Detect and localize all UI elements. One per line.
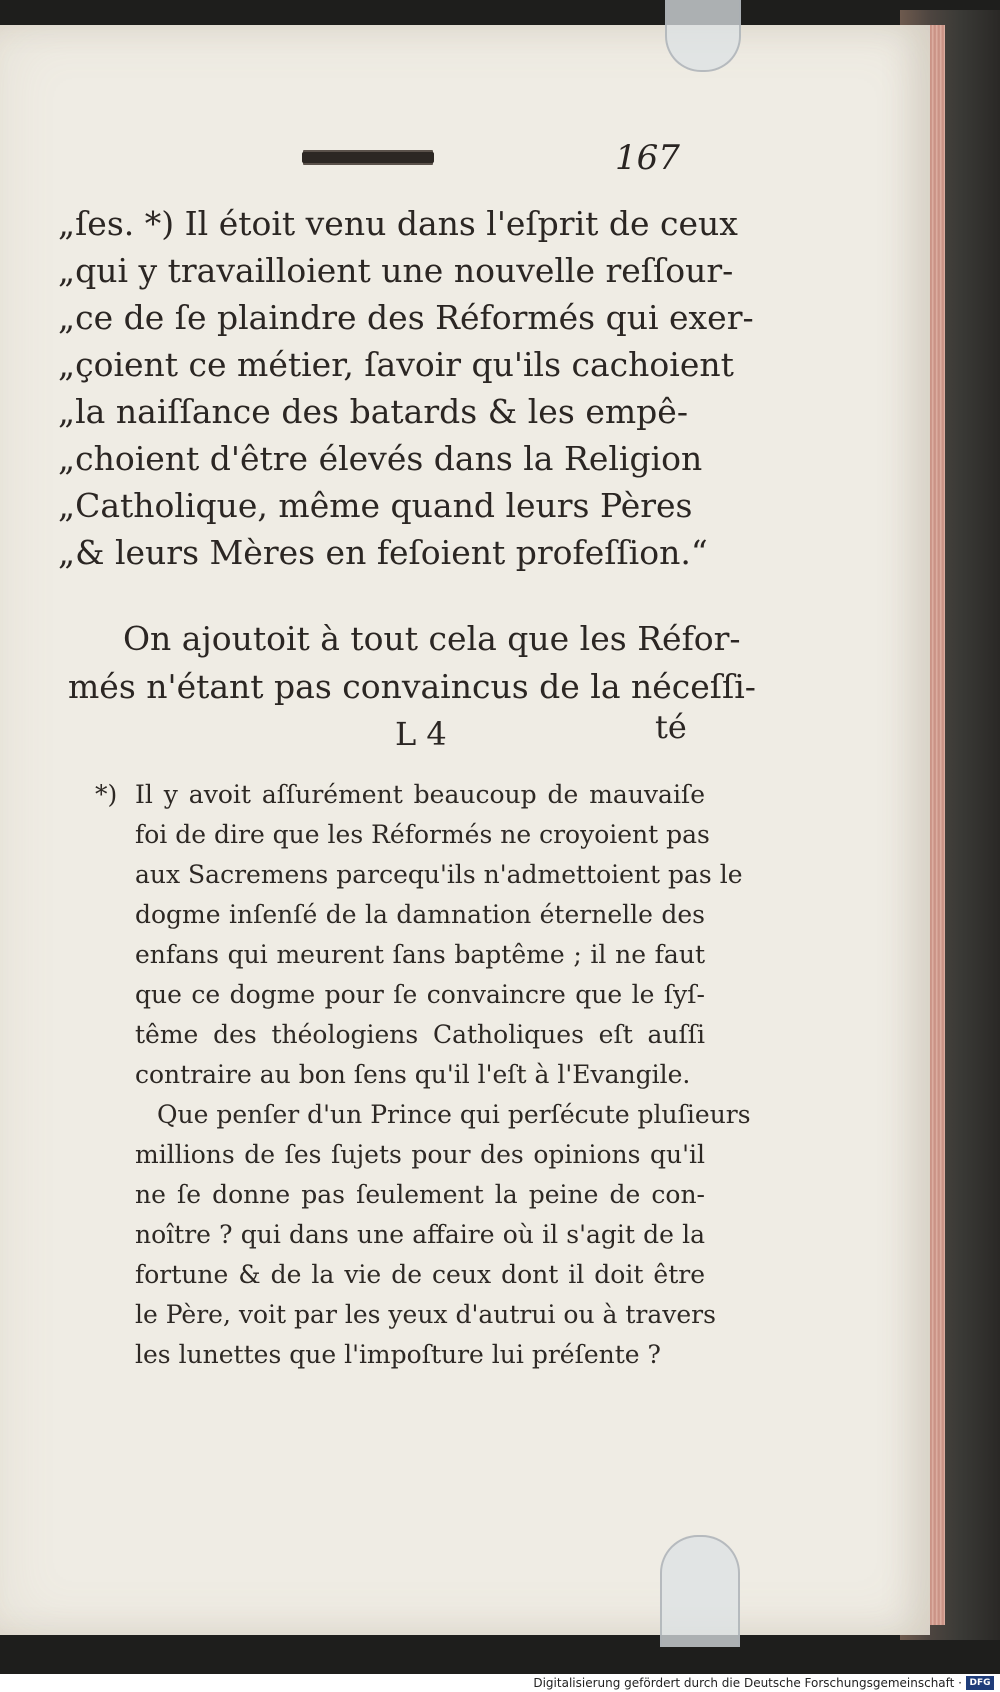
- text-line: „çoient ce métier, ſavoir qu'ils cachoient: [58, 345, 734, 384]
- footnote-line: enfans qui meurent ſans baptême ; il ne faut: [135, 940, 705, 969]
- footnote-line: millions de ſes ſujets pour des opinions qu'il: [135, 1140, 705, 1169]
- footnote-marker: *): [95, 780, 118, 809]
- page-clip-bottom: [660, 1535, 740, 1647]
- footnote-line: Que penſer d'un Prince qui perſécute pluſieurs: [157, 1100, 751, 1129]
- footnote-line: le Père, voit par les yeux d'autrui ou à travers: [135, 1300, 716, 1329]
- page-clip-top: [665, 0, 741, 72]
- body-paragraph-2: [68, 615, 756, 711]
- footnote-line: contraire au bon ſens qu'il l'eſt à l'Evangile.: [135, 1060, 691, 1089]
- body-paragraph-1: [58, 200, 754, 576]
- header-ornament-rule: [302, 152, 434, 163]
- text-line: „choient d'être élevés dans la Religion: [58, 439, 703, 478]
- footnote-line: les lunettes que l'impoſture lui préſente ?: [135, 1340, 661, 1369]
- signature-mark: L 4: [395, 715, 447, 753]
- footnote-line: fortune & de la vie de ceux dont il doit être: [135, 1260, 705, 1289]
- page-number: 167: [615, 138, 680, 178]
- text-line: „ſes. *) Il étoit venu dans l'eſprit de ceux: [58, 204, 738, 243]
- text-line: „Catholique, même quand leurs Pères: [58, 486, 693, 525]
- footnote-line: que ce dogme pour ſe convaincre que le ſyſ-: [135, 980, 705, 1009]
- text-line: més n'étant pas convaincus de la néceſſi-: [68, 667, 756, 706]
- footnote-line: noître ? qui dans une affaire où il s'agit de la: [135, 1220, 705, 1249]
- text-line: On ajoutoit à tout cela que les Réfor-: [123, 619, 741, 658]
- text-line: „la naiſſance des batards & les empê-: [58, 392, 688, 431]
- footnote-line: ne ſe donne pas ſeulement la peine de con-: [135, 1180, 705, 1209]
- text-line: „ce de ſe plaindre des Réformés qui exer-: [58, 298, 754, 337]
- footnote-line: aux Sacremens parcequ'ils n'admettoient pas le: [135, 860, 743, 889]
- text-line: „qui y travailloient une nouvelle reſſour-: [58, 251, 734, 290]
- catchword: té: [655, 708, 687, 746]
- footnote-line: dogme inſenſé de la damnation éternelle des: [135, 900, 705, 929]
- footnote-line: tême des théologiens Catholiques eſt auſſi: [135, 1020, 705, 1049]
- footnote-line: foi de dire que les Réformés ne croyoient pas: [135, 820, 710, 849]
- digitization-credit: Digitalisierung gefördert durch die Deutsche Forschungsgemeinschaft ·: [533, 1676, 962, 1690]
- footnote-line: *) Il y avoit aſſurément beaucoup de mauvaiſe: [95, 775, 705, 815]
- dfg-logo: DFG: [966, 1676, 994, 1690]
- footnote: [95, 775, 751, 1375]
- text-line: „& leurs Mères en feſoient profeſſion.“: [58, 533, 708, 572]
